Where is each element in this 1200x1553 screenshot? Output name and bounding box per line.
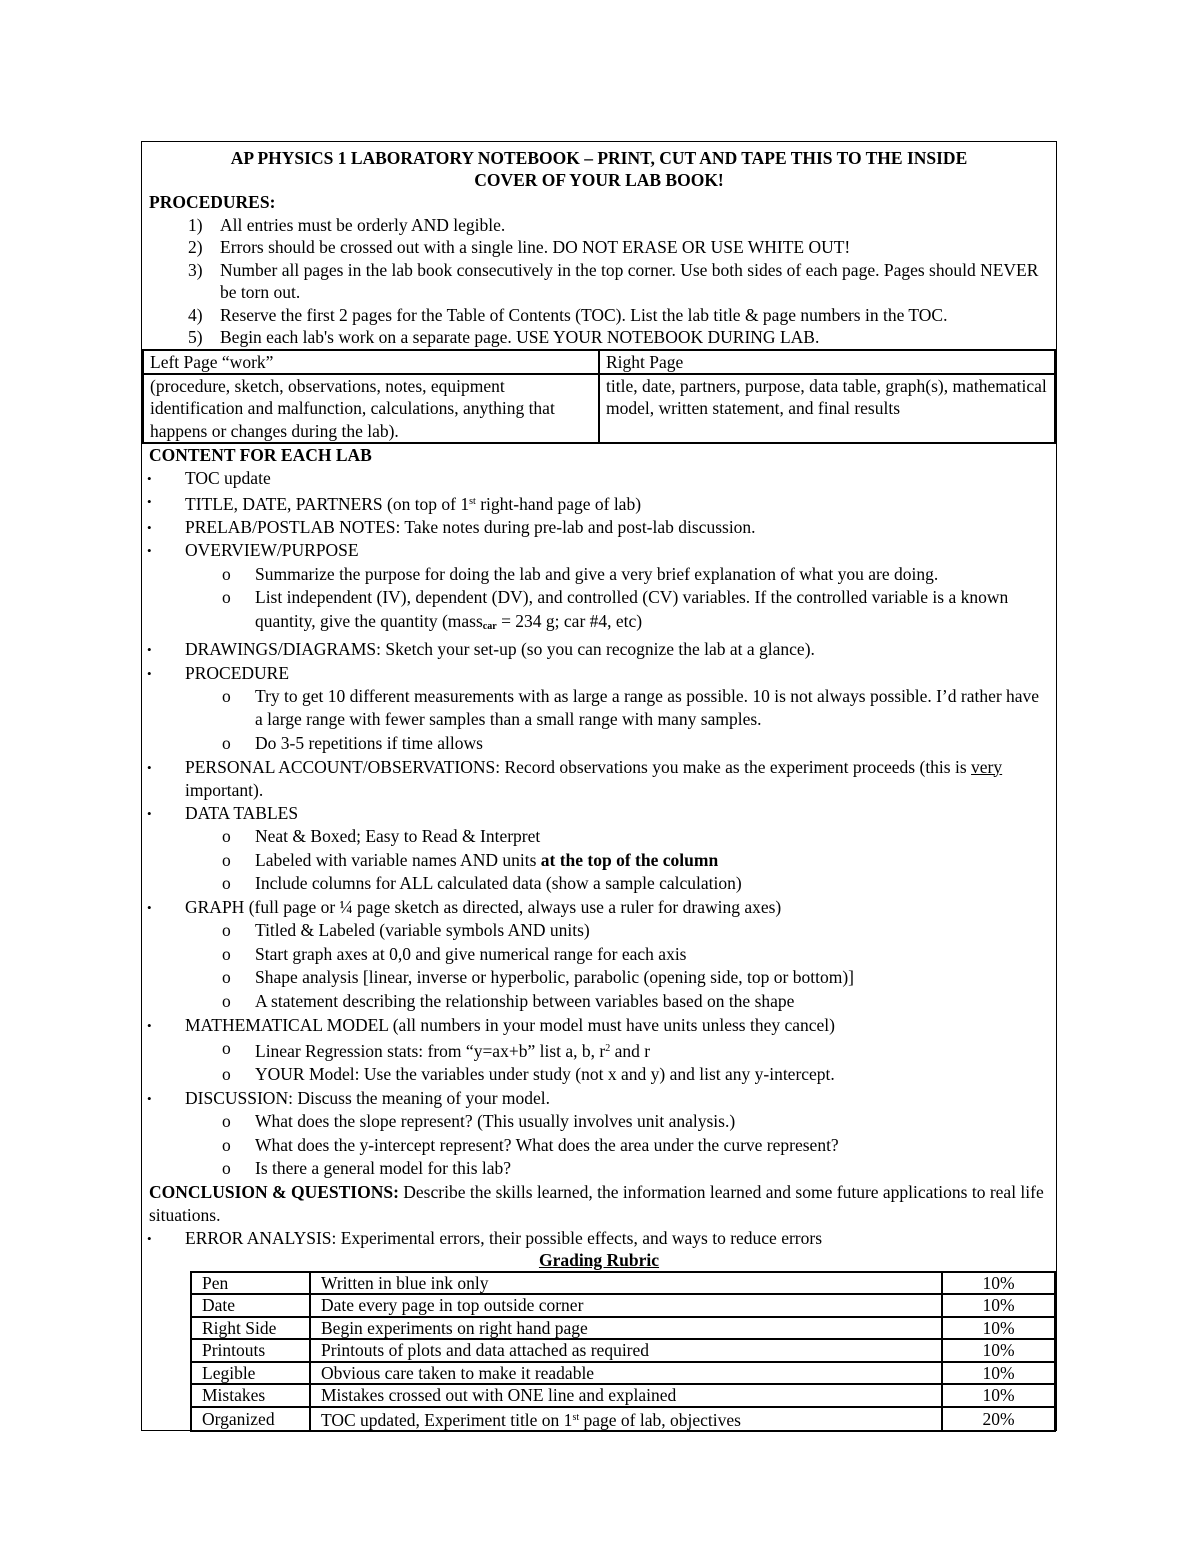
list-item: o Summarize the purpose for doing the lab and give a very brief explanation of what you are doing.: [222, 563, 939, 584]
table-row: Date Date every page in top outside corner 10%: [191, 1294, 1055, 1317]
list-item: • DRAWINGS/DIAGRAMS: Sketch your set-up (so you can recognize the lab at a glance).: [147, 639, 815, 660]
table-row: Printouts Printouts of plots and data attached as required 10%: [191, 1339, 1055, 1362]
right-page-header: Right Page: [599, 350, 1055, 374]
notebook-insert-frame: [141, 141, 1057, 1431]
list-item: o Neat & Boxed; Easy to Read & Interpret: [222, 826, 541, 847]
list-item: 1) All entries must be orderly AND legible.: [188, 214, 506, 235]
procedure-sublist: [142, 685, 1056, 756]
list-item: o What does the slope represent? (This usually involves unit analysis.): [222, 1111, 736, 1132]
list-item: • MATHEMATICAL MODEL (all numbers in your model must have units unless they cancel): [147, 1014, 835, 1035]
list-item: o Do 3-5 repetitions if time allows: [222, 732, 483, 753]
list-item: • GRAPH (full page or ¼ page sketch as directed, always use a ruler for drawing axes): [147, 896, 782, 917]
table-row: Right Side Begin experiments on right hand page 10%: [191, 1317, 1055, 1340]
list-item: • DATA TABLES: [147, 802, 299, 823]
list-item: o Shape analysis [linear, inverse or hyperbolic, parabolic (opening side, top or bottom)]: [222, 967, 854, 988]
list-item: 5) Begin each lab's work on a separate page. USE YOUR NOTEBOOK DURING LAB.: [188, 327, 820, 348]
list-item: 3) Number all pages in the lab book consecutively in the top corner. Use both sides of each page. Pages should NEVER be torn out.: [188, 259, 1039, 303]
list-item: o Include columns for ALL calculated data (show a sample calculation): [222, 873, 742, 894]
left-page-header: Left Page “work”: [143, 350, 599, 374]
list-item: • TOC update: [147, 467, 271, 488]
data-tables-sublist: [142, 825, 1056, 896]
list-item: • TITLE, DATE, PARTNERS (on top of 1st right-hand page of lab): [147, 493, 642, 514]
list-item: o List independent (IV), dependent (DV), and controlled (CV) variables. If the controlled variable is a known quantity, give the quantity (mass$_{car}$ = 234 g; car #4, etc): [222, 587, 1009, 632]
content-heading: CONTENT FOR EACH LAB: [149, 444, 372, 465]
list-item: • PROCEDURE: [147, 662, 290, 683]
list-item: • DISCUSSION: Discuss the meaning of your model.: [147, 1087, 551, 1108]
list-item: o What does the y-intercept represent? What does the area under the curve represent?: [222, 1134, 839, 1155]
list-item: o Is there a general model for this lab?: [222, 1158, 512, 1179]
list-item: o YOUR Model: Use the variables under study (not x and y) and list any y-intercept.: [222, 1064, 835, 1085]
overview-sublist: [142, 563, 1056, 639]
math-sublist: [142, 1037, 1056, 1087]
right-page-body: title, date, partners, purpose, data table, graph(s), mathematical model, written statement, and final results: [599, 374, 1055, 443]
list-item: o Labeled with variable names AND units at the top of the column: [222, 849, 719, 870]
list-item: • OVERVIEW/PURPOSE: [147, 540, 359, 561]
content-list: [142, 467, 1056, 563]
graph-sublist: [142, 919, 1056, 1013]
procedures-heading: PROCEDURES:: [149, 192, 276, 212]
procedures-list: [142, 214, 1056, 349]
page-layout-table: [142, 349, 1056, 444]
table-row: Pen Written in blue ink only 10%: [191, 1272, 1055, 1295]
list-item: o Linear Regression stats: from “y=ax+b” list a, b, $r^2$ and r: [222, 1037, 651, 1061]
list-item: o A statement describing the relationship between variables based on the shape: [222, 990, 795, 1011]
grading-rubric-table: [190, 1271, 1056, 1433]
list-item: 2) Errors should be crossed out with a single line. DO NOT ERASE OR USE WHITE OUT!: [188, 237, 851, 258]
document-title: AP PHYSICS 1 LABORATORY NOTEBOOK – PRINT, CUT AND TAPE THIS TO THE INSIDE COVER OF YOUR LAB BOOK!: [230, 148, 968, 190]
discussion-sublist: [142, 1110, 1056, 1181]
table-row: Organized TOC updated, Experiment title on 1st page of lab, objectives 20%: [191, 1407, 1055, 1432]
list-item: 4) Reserve the first 2 pages for the Table of Contents (TOC). List the lab title & page numbers in the TOC.: [188, 304, 948, 325]
rubric-title: Grading Rubric: [538, 1249, 660, 1270]
conclusion-paragraph: CONCLUSION & QUESTIONS: Describe the skills learned, the information learned and some future applications to real life situations.: [149, 1181, 1044, 1225]
table-row: Legible Obvious care taken to make it readable 10%: [191, 1362, 1055, 1385]
left-page-body: (procedure, sketch, observations, notes, equipment identification and malfunction, calculations, anything that happens or changes during the lab).: [143, 374, 599, 443]
list-item: • ERROR ANALYSIS: Experimental errors, their possible effects, and ways to reduce errors: [147, 1227, 823, 1248]
list-item: o Try to get 10 different measurements with as large a range as possible. 10 is not always possible. I’d rather have a large range with fewer samples than a small range with many samples.: [222, 685, 1040, 730]
list-item: o Start graph axes at 0,0 and give numerical range for each axis: [222, 943, 687, 964]
list-item: o Titled & Labeled (variable symbols AND units): [222, 920, 590, 941]
table-row: Mistakes Mistakes crossed out with ONE line and explained 10%: [191, 1384, 1055, 1407]
list-item: • PERSONAL ACCOUNT/OBSERVATIONS: Record observations you make as the experiment proceeds (this is very important).: [147, 756, 1003, 800]
list-item: • PRELAB/POSTLAB NOTES: Take notes during pre-lab and post-lab discussion.: [147, 517, 756, 538]
